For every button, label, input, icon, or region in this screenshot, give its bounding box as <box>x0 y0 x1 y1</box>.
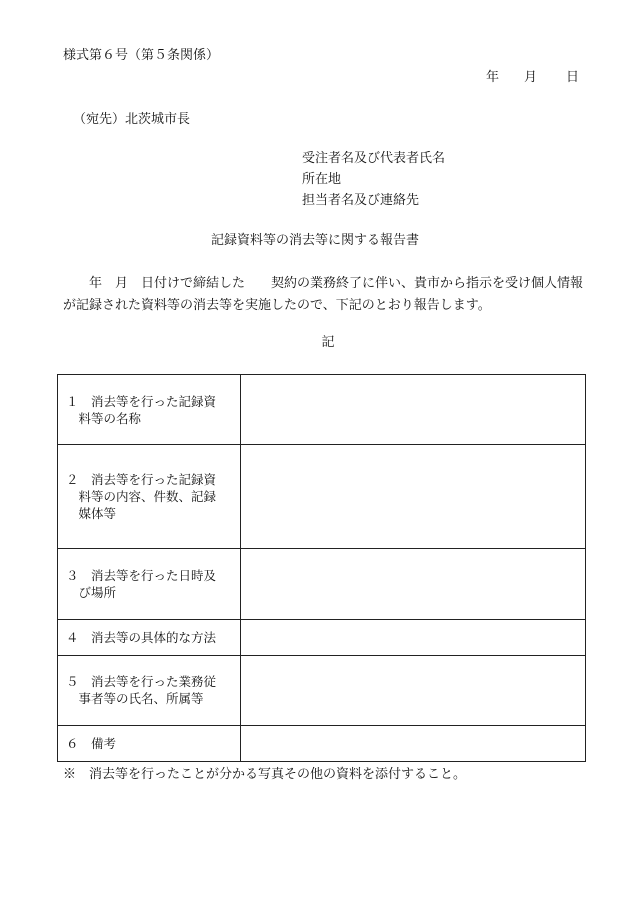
contractor-name-line: 受注者名及び代表者氏名 <box>302 151 446 166</box>
ki-heading: 記 <box>321 335 335 350</box>
item-label: ２ 消去等を行った記録資 料等の内容、件数、記録 媒体等 <box>66 472 217 522</box>
item-label-cell <box>58 655 241 725</box>
form-number: 様式第６号（第５条関係） <box>63 48 220 63</box>
date-line <box>486 70 579 86</box>
body-text <box>63 273 598 317</box>
report-title: 記録資料等の消去等に関する報告書 <box>210 233 419 248</box>
item-label-cell <box>58 375 241 445</box>
date-month: 月 <box>524 70 538 85</box>
item-label: ６ 備考 <box>66 735 117 751</box>
items-table <box>57 374 586 762</box>
table-row <box>58 549 586 619</box>
item-label-cell <box>58 619 241 655</box>
contractor-address-line: 所在地 <box>302 172 342 187</box>
item-value-cell[interactable] <box>241 655 586 725</box>
table-row <box>58 375 586 445</box>
item-value-cell[interactable] <box>241 445 586 549</box>
item-value-cell[interactable] <box>241 375 586 445</box>
item-value-cell[interactable] <box>241 549 586 619</box>
item-label: ５ 消去等を行った業務従 事者等の氏名、所属等 <box>66 674 217 707</box>
table-row <box>58 619 586 655</box>
table-row <box>58 445 586 549</box>
item-label: ４ 消去等の具体的な方法 <box>66 629 217 645</box>
contractor-contact-line: 担当者名及び連絡先 <box>302 193 420 208</box>
contractor-block <box>302 151 445 214</box>
body-line-2: が記録された資料等の消去等を実施したので、下記のとおり報告します。 <box>63 298 491 313</box>
date-day: 日 <box>566 70 580 85</box>
item-label-cell <box>58 549 241 619</box>
table-row <box>58 655 586 725</box>
item-label: ３ 消去等を行った日時及 び場所 <box>66 568 217 601</box>
item-value-cell[interactable] <box>241 619 586 655</box>
footnote: ※ 消去等を行ったことが分かる写真その他の資料を添付すること。 <box>63 767 467 782</box>
item-label: １ 消去等を行った記録資 料等の名称 <box>66 393 217 426</box>
item-value-cell[interactable] <box>241 725 586 761</box>
date-year: 年 <box>486 70 500 85</box>
table-row <box>58 725 586 761</box>
body-line-1: 年 月 日付けで締結した 契約の業務終了に伴い、貴市から指示を受け個人情報 <box>89 276 584 291</box>
addressee: （宛先）北茨城市長 <box>73 112 191 127</box>
item-label-cell <box>58 725 241 761</box>
item-label-cell <box>58 445 241 549</box>
